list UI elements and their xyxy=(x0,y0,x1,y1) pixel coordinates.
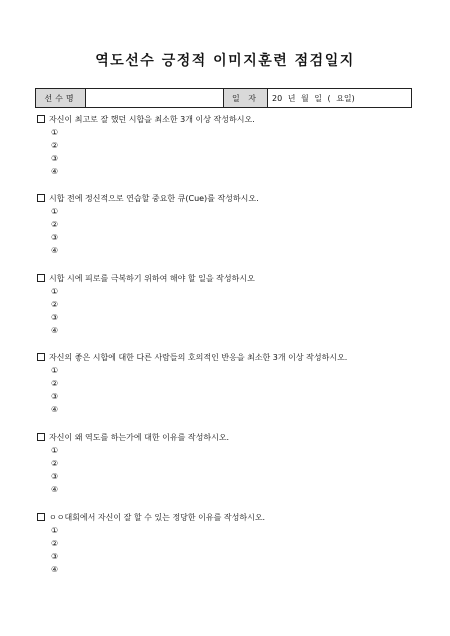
answer-item-1[interactable]: ① xyxy=(51,287,59,296)
question-text: 자신의 좋은 시합에 대한 다른 사람들의 호의적인 반응을 최소한 3개 이상 작성하시오. xyxy=(49,352,348,362)
question-text: 시합 시에 피로를 극복하기 위하여 해야 할 일을 작성하시오 xyxy=(49,273,255,283)
answer-list xyxy=(51,364,417,416)
date-field[interactable]: 20 년 월 일 ( 요일) xyxy=(268,89,412,108)
answer-item-1[interactable]: ① xyxy=(51,128,59,137)
answer-item-4[interactable]: ④ xyxy=(51,326,59,335)
answer-item-2[interactable]: ② xyxy=(51,379,59,388)
answer-item-3[interactable]: ③ xyxy=(51,233,59,242)
answer-item-1[interactable]: ① xyxy=(51,207,59,216)
answer-item-3[interactable]: ③ xyxy=(51,313,59,322)
answer-list xyxy=(51,524,417,576)
question-section xyxy=(37,112,417,178)
answer-list xyxy=(51,126,417,178)
answer-item-3[interactable]: ③ xyxy=(51,154,59,163)
answer-item-4[interactable]: ④ xyxy=(51,405,59,414)
answer-list xyxy=(51,444,417,496)
athlete-name-field[interactable] xyxy=(86,89,224,108)
answer-item-4[interactable]: ④ xyxy=(51,485,59,494)
answer-item-2[interactable]: ② xyxy=(51,220,59,229)
answer-item-2[interactable]: ② xyxy=(51,459,59,468)
question xyxy=(37,191,417,205)
document-title: 역도선수 긍정적 이미지훈련 점검일지 xyxy=(95,53,355,69)
question xyxy=(37,430,417,444)
answer-item-1[interactable]: ① xyxy=(51,446,59,455)
answer-list xyxy=(51,285,417,337)
answer-list xyxy=(51,205,417,257)
checkbox[interactable] xyxy=(37,353,45,361)
question xyxy=(37,510,417,524)
question xyxy=(37,112,417,126)
checkbox[interactable] xyxy=(37,433,45,441)
question-section xyxy=(37,350,417,416)
checkbox[interactable] xyxy=(37,194,45,202)
question xyxy=(37,350,417,364)
answer-item-3[interactable]: ③ xyxy=(51,392,59,401)
answer-item-3[interactable]: ③ xyxy=(51,472,59,481)
question-section xyxy=(37,191,417,257)
answer-item-2[interactable]: ② xyxy=(51,539,59,548)
question xyxy=(37,271,417,285)
question-text: ㅇㅇ대회에서 자신이 잘 할 수 있는 정당한 이유를 작성하시오. xyxy=(49,512,266,522)
answer-item-4[interactable]: ④ xyxy=(51,167,59,176)
checkbox[interactable] xyxy=(37,513,45,521)
answer-item-4[interactable]: ④ xyxy=(51,565,59,574)
athlete-name-label: 선수명 xyxy=(36,89,86,108)
question-text: 자신이 최고로 잘 했던 시합을 최소한 3개 이상 작성하시오. xyxy=(49,114,255,124)
answer-item-3[interactable]: ③ xyxy=(51,552,59,561)
checkbox[interactable] xyxy=(37,274,45,282)
question-section xyxy=(37,430,417,496)
question-section xyxy=(37,271,417,337)
answer-item-2[interactable]: ② xyxy=(51,141,59,150)
answer-item-1[interactable]: ① xyxy=(51,526,59,535)
date-label: 일 자 xyxy=(224,89,268,108)
answer-item-2[interactable]: ② xyxy=(51,300,59,309)
question-text: 자신이 왜 역도를 하는가에 대한 이유를 작성하시오. xyxy=(49,432,230,442)
checkbox[interactable] xyxy=(37,115,45,123)
athlete-info-table xyxy=(35,88,412,108)
answer-item-1[interactable]: ① xyxy=(51,366,59,375)
question-section xyxy=(37,510,417,576)
question-text: 시합 전에 정신적으로 연습할 중요한 큐(Cue)를 작성하시오. xyxy=(49,193,259,203)
answer-item-4[interactable]: ④ xyxy=(51,246,59,255)
